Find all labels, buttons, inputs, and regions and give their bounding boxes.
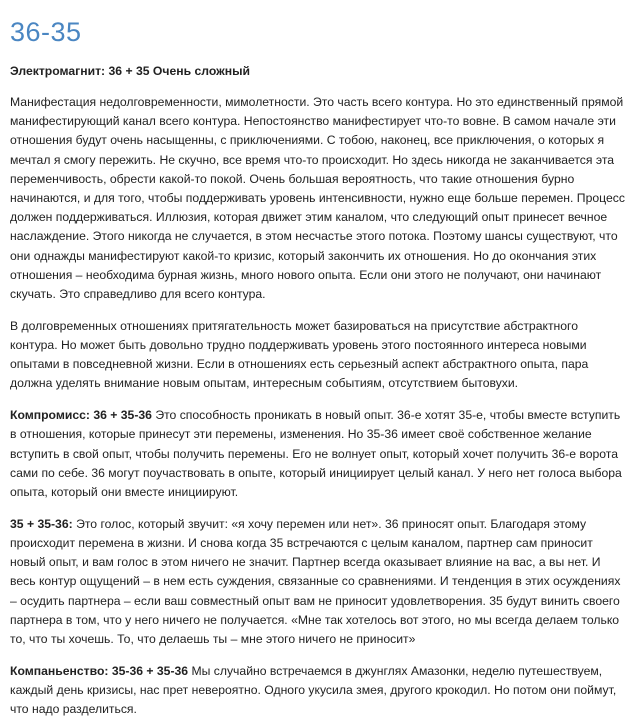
paragraph-compromise: [10, 406, 626, 502]
35-plus-label: 35 + 35-36:: [10, 516, 73, 531]
companionship-label: Компаньенство: 35-36 + 35-36: [10, 663, 189, 678]
paragraph-35-plus: [10, 515, 626, 649]
section-heading: Электромагнит: 36 + 35 Очень сложный: [10, 64, 251, 78]
page-title: 36-35: [10, 17, 82, 47]
35-plus-text: Это голос, который звучит: «я хочу перемен или нет». 36 приносят опыт. Благодаря этому происходит перемена в жизни. И снова когда 35 встречаются с целым каналом, партнер сам приносит новый опыт, и вам голос в этом ничего не значит. Партнер всегда оказывает влияние на вас, а вы нет. И весь контур ощущений – в нем есть суждения, связанные со сравнениями. И тенденция в этих осуждениях – осудить партнера – если ваш совместный опыт вам не приносит удовлетворения. 35 будут винить своего партнера в том, что у него ничего не получается. «Мне так хотелось вот этого, но мы всегда делаем только то, что ты хочешь. То, что делаешь ты – мне этого ничего не приносит»: [10, 516, 621, 647]
companionship-text: Мы случайно встречаемся в джунглях Амазонки, неделю путешествуем, каждый день кризисы, нас прет невероятно. Одного укусила змея, другого крокодил. Но потом они поймут, что надо разделиться.: [10, 663, 617, 717]
compromise-label: Компромисс: 36 + 35-36: [10, 408, 152, 423]
paragraph-long-term: В долговременных отношениях притягательность может базироваться на присутствие абстрактного контура. Но может быть довольно трудно поддерживать уровень этого постоянного интереса новыми опытами в повседневной жизни. Если в отношениях есть серьезный аспект абстрактного опыта, пара должна уделять внимание новым опытам, интересным событиям, отсутствием бытовухи.: [10, 318, 589, 391]
compromise-text: Это способность проникать в новый опыт. 36-е хотят 35-е, чтобы вместе вступить в отношения, которые принесут эти перемены, изменения. Но 35-36 имеет своё собственное желание вступить в свой опыт, чтобы получить перемены. Его не волнует опыт, который хочет получить 36-е ворота сами по себе. 36 могут поучаствовать в опыте, который инициирует целый канал. У него нет голоса выбора опыта, который они вместе инициируют.: [10, 408, 622, 500]
paragraph-manifestation: Манифестация недолговременности, мимолетности. Это часть всего контура. Но это единственный прямой манифестирующий канал всего контура. Непостоянство манифестирует что-то вовне. В самом начале эти отношения будут очень насыщенны, с приключениями. С тобою, наконец, все приключения, о которых я мечтал я смогу пережить. Не скучно, все время что-то происходит. Но здесь никогда не заканчивается эта переменчивость, обрести какой-то покой. Очень большая вероятность, что такие отношения бурно начинаются, и для того, чтобы поддерживать уровень интенсивности, нужно еще больше перемен. Процесс должен поддерживаться. Иллюзия, которая движет этим каналом, что следующий опыт принесет вечное наслаждение. Этого никогда не случается, в этом несчастье этого потока. Поэтому шансы существуют, что они однажды манифестируют какой-то кризис, который закончить их отношения. Но до окончания этих отношения – необходима бурная жизнь, много нового опыта. Если они этого не получают, они начинают скучать. Это справедливо для всего контура.: [10, 95, 625, 302]
paragraph-companionship: [10, 662, 626, 719]
